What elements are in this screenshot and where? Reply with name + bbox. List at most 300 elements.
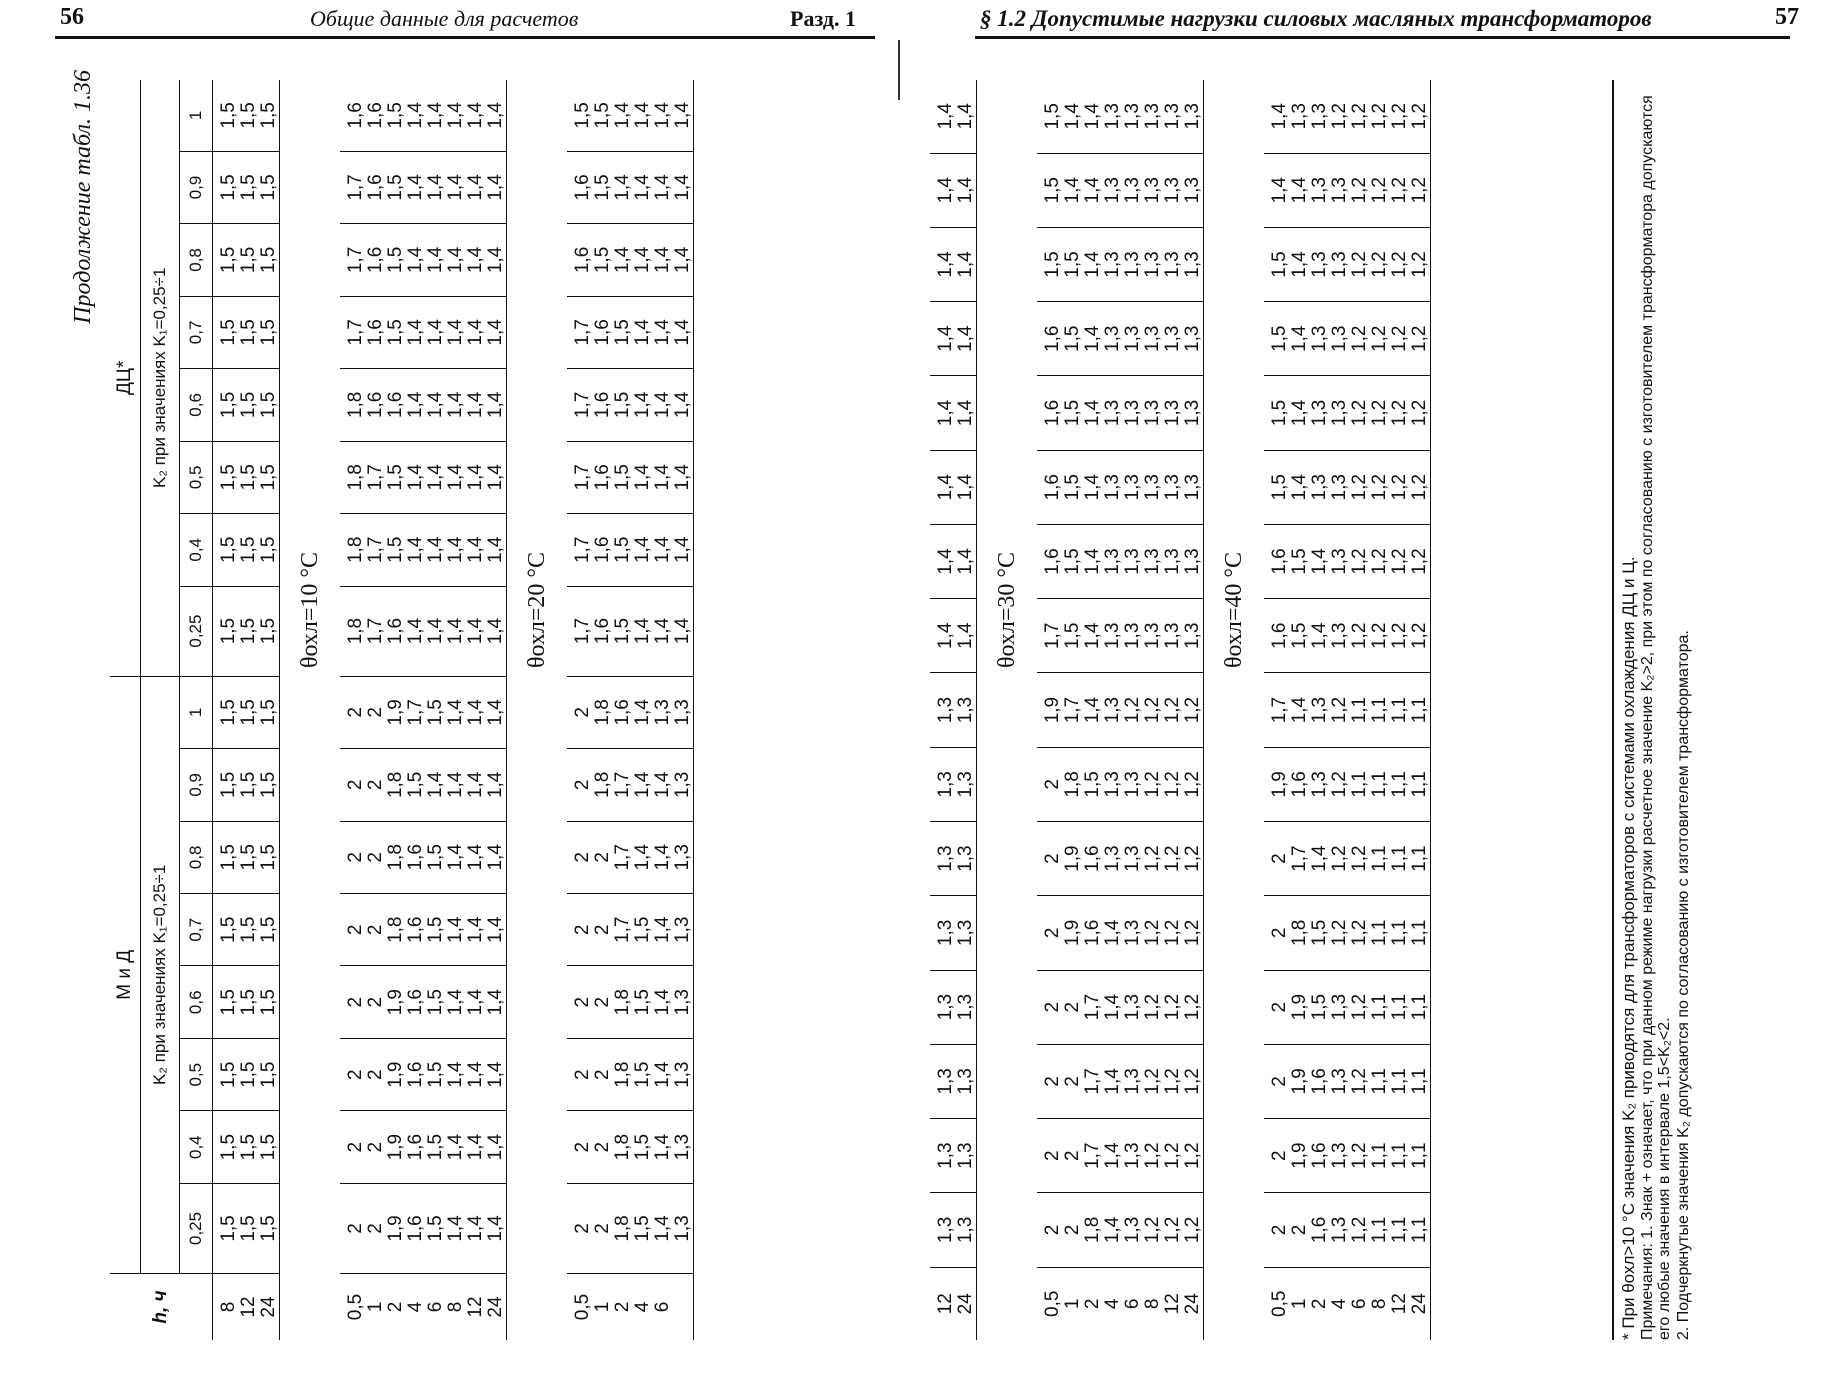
k2-cell: 1,4 (1102, 1142, 1123, 1169)
k2-cell: 1,2 (1349, 845, 1370, 872)
k2-cell: 1,3 (1122, 1068, 1143, 1095)
k2-cell: 2 (1042, 779, 1063, 790)
k2-cell: 1,3 (1309, 103, 1330, 130)
k2-cell: 1,2 (1389, 622, 1410, 650)
k2-cell: 1,4 (425, 319, 446, 346)
table-block (930, 80, 977, 1340)
k2-cell: 1,4 (445, 844, 466, 871)
k2-column (1037, 747, 1204, 821)
k2-cell: 1,2 (1162, 771, 1183, 798)
k2-cell: 1,4 (465, 844, 486, 871)
k2-cell: 1,2 (1182, 845, 1203, 872)
k2-cell: 2 (1042, 1001, 1063, 1013)
k2-cell: 1,5 (425, 844, 446, 871)
k2-cell: 1,4 (445, 771, 466, 799)
k2-cell: 1,6 (1042, 325, 1063, 352)
k2-cell: 1,5 (1062, 474, 1083, 501)
k2-column (1037, 1044, 1204, 1118)
k2-cell: 1,9 (385, 1133, 406, 1161)
h-cell: 2 (1309, 1298, 1330, 1310)
k2-cell: 1,4 (485, 174, 506, 201)
k2-cell: 1,6 (405, 989, 426, 1016)
k2-cell: 1,5 (258, 391, 279, 419)
k2-column (567, 1183, 694, 1273)
k2-cell: 1,4 (425, 391, 446, 419)
k2-cell: 1,5 (218, 916, 239, 943)
k2-cell: 2 (572, 1223, 593, 1234)
k2-cell: 1,3 (935, 845, 956, 872)
k2-cell: 1,2 (1349, 325, 1370, 352)
k2-cell: 1,9 (1062, 845, 1083, 872)
left-page-number: 56 (60, 4, 84, 30)
k2-cell: 1,4 (445, 102, 466, 129)
k2-cell: 1,3 (672, 1215, 693, 1242)
k2-cell: 1,3 (935, 993, 956, 1021)
k2-cell: 1,4 (485, 391, 506, 419)
k2-cell: 1,1 (1369, 993, 1390, 1021)
k2-cell: 1,9 (385, 989, 406, 1016)
k2-cell: 1,4 (1082, 325, 1103, 352)
k2-cell: 1,1 (1389, 1142, 1410, 1169)
k2-cell: 1,5 (1309, 919, 1330, 947)
k2-cell: 1,4 (672, 536, 693, 564)
k2-cell: 1,4 (425, 771, 446, 799)
k2-cell: 1,5 (218, 1215, 239, 1242)
k2-cell: 1,6 (365, 102, 386, 129)
k2-cell: 1,2 (1182, 1142, 1203, 1169)
h-values (340, 1274, 507, 1341)
k2-cell: 2 (1269, 853, 1290, 864)
k2-cell: 1,8 (345, 536, 366, 564)
k2-column (213, 369, 280, 441)
notes-rule (1612, 80, 1614, 1340)
k2-cell: 1,3 (935, 1216, 956, 1244)
k2-cell: 1,6 (405, 916, 426, 943)
k2-cell: 1,7 (345, 246, 366, 274)
k2-cell: 1,5 (632, 1215, 653, 1242)
k2-cell: 1,5 (592, 102, 613, 129)
k2-cell: 1,2 (1369, 399, 1390, 427)
k2-column (930, 1044, 977, 1118)
k2-cell: 1,4 (672, 617, 693, 645)
k2-cell: 1,5 (612, 464, 633, 491)
k2-cell: 1,5 (258, 102, 279, 129)
k2-cell: 1,2 (1409, 251, 1430, 278)
k2-cell: 1,4 (485, 464, 506, 491)
k2-cell: 1,3 (955, 919, 976, 947)
table-block (340, 80, 507, 1340)
k2-cell: 2 (572, 996, 593, 1008)
k2-cell: 1,5 (218, 246, 239, 274)
k2-cell: 1,5 (425, 699, 446, 726)
k2-column (1037, 153, 1204, 227)
col-h-label: h, ч (110, 1274, 213, 1341)
h-cell: 1 (365, 1301, 386, 1313)
k2-cell: 1,3 (1289, 103, 1310, 130)
k2-cell: 1,2 (1329, 845, 1350, 872)
k2-cell: 1,2 (1182, 1068, 1203, 1095)
k2-cell: 2 (345, 996, 366, 1008)
k2-column (1264, 450, 1431, 524)
temp-label-40: θохл=40 °С (1221, 552, 1247, 669)
k2-cell: 1,3 (1309, 325, 1330, 352)
k2-cell: 1,4 (955, 177, 976, 204)
k2-column (340, 296, 507, 368)
k2-column (930, 376, 977, 450)
k2-cell: 1,3 (1122, 399, 1143, 427)
k2-cell: 1,1 (1389, 1216, 1410, 1244)
k2-cell: 1,6 (1042, 399, 1063, 427)
k2-cell: 1,4 (652, 771, 673, 799)
k2-cell: 1,7 (1042, 622, 1063, 650)
left-page-rotated (70, 70, 880, 1340)
k2-label-dc: K₂ при значениях K₁=0,25÷1 (141, 80, 180, 676)
k2-cell: 1,5 (238, 916, 259, 943)
k2-cell: 1,1 (1369, 1216, 1390, 1244)
k2-cell: 1,3 (1309, 771, 1330, 798)
k2-cell: 1,4 (632, 102, 653, 129)
k2-cell: 1,3 (1309, 399, 1330, 427)
k2-cell: 1,2 (1162, 919, 1183, 947)
k2-cell: 1,3 (1329, 474, 1350, 501)
k2-cell: 1,5 (612, 319, 633, 346)
k2-cell: 1,4 (955, 622, 976, 650)
k2-cell: 1,5 (425, 1215, 446, 1242)
k2-cell: 1,2 (1349, 251, 1370, 278)
k2-column (340, 1038, 507, 1110)
k2-cell: 1,4 (1082, 177, 1103, 204)
k2-column (930, 80, 977, 153)
k2-cell: 1,4 (1062, 103, 1083, 130)
k2-cell: 1,3 (1162, 399, 1183, 427)
k2-cell: 1,2 (1142, 1216, 1163, 1244)
note-1: Примечания: 1. Знак + означает, что при данном режиме нагрузки расчетное значение K₂>2, при этом по согласованию с изготовителем трансформатора допускаются его любые значения в интервале 1,5<K₂<2. (1639, 95, 1673, 1340)
k2-cell: 1,4 (485, 1215, 506, 1242)
k2-cell: 1,3 (1122, 548, 1143, 575)
k2-cell: 1,3 (955, 696, 976, 724)
k2-cell: 1,3 (1142, 474, 1163, 501)
k2-cell: 2 (592, 924, 613, 936)
k2-cell: 1,3 (1329, 1068, 1350, 1095)
k2-cell: 1,7 (345, 174, 366, 201)
k2-column (213, 1183, 280, 1273)
k2-cell: 1,6 (1042, 548, 1063, 575)
k2-cell: 1,6 (592, 391, 613, 419)
k2-cell: 1,5 (425, 1061, 446, 1088)
k2-cell: 1,3 (1122, 1142, 1143, 1169)
k2-cell: 1,4 (1082, 696, 1103, 724)
k2-cell: 1,3 (1122, 325, 1143, 352)
k1-value-header: 0,8 (180, 224, 213, 296)
k2-cell: 1,3 (1329, 548, 1350, 575)
k2-cell: 1,4 (445, 1215, 466, 1242)
k2-cell: 1,5 (238, 989, 259, 1016)
k2-cell: 1,4 (955, 103, 976, 130)
k2-cell: 1,4 (935, 251, 956, 278)
k2-cell: 1,1 (1409, 696, 1430, 724)
k2-cell: 1,4 (425, 536, 446, 564)
k2-cell: 2 (572, 1141, 593, 1153)
k2-column (567, 369, 694, 441)
k2-cell: 1,3 (1329, 993, 1350, 1021)
k2-cell: 1,4 (1082, 548, 1103, 575)
k2-cell: 1,4 (672, 246, 693, 274)
k2-cell: 1,4 (465, 916, 486, 943)
k2-column (340, 894, 507, 966)
k1-value-header: 0,4 (180, 514, 213, 586)
k2-cell: 1,6 (1269, 622, 1290, 650)
k2-cell: 1,4 (632, 246, 653, 274)
k2-cell: 1,9 (1042, 696, 1063, 724)
k2-cell: 1,3 (1102, 622, 1123, 650)
k2-cell: 1,8 (345, 391, 366, 419)
h-cell: 24 (955, 1293, 976, 1315)
k2-cell: 1,5 (258, 844, 279, 871)
k2-cell: 2 (1269, 927, 1290, 939)
k2-column (1037, 302, 1204, 376)
k2-cell: 1,7 (572, 617, 593, 645)
k2-cell: 2 (592, 1141, 613, 1153)
k2-cell: 1,4 (955, 474, 976, 501)
k2-cell: 1,4 (405, 464, 426, 491)
k2-cell: 2 (345, 852, 366, 863)
k2-column (567, 151, 694, 223)
k2-column (930, 821, 977, 895)
k2-column (567, 821, 694, 893)
k2-cell: 1,2 (1409, 177, 1430, 204)
k2-cell: 1,2 (1409, 474, 1430, 501)
k2-cell: 1,2 (1182, 993, 1203, 1021)
k2-cell: 1,3 (1142, 399, 1163, 427)
k2-column (213, 151, 280, 223)
h-cell: 2 (1082, 1298, 1103, 1310)
k2-cell: 2 (365, 996, 386, 1008)
k2-cell: 2 (1269, 1001, 1290, 1013)
k2-cell: 1,2 (1162, 1142, 1183, 1169)
k2-cell: 1,5 (1062, 399, 1083, 427)
k2-cell: 1,2 (1349, 177, 1370, 204)
k1-value-header: 0,9 (180, 151, 213, 223)
k2-cell: 1,3 (1122, 993, 1143, 1021)
k2-column (1264, 302, 1431, 376)
k2-cell: 1,4 (445, 464, 466, 491)
k2-cell: 1,4 (612, 246, 633, 274)
k2-cell: 1,1 (1409, 919, 1430, 947)
k2-column (567, 894, 694, 966)
k2-cell: 2 (1269, 1150, 1290, 1161)
k2-column (1037, 376, 1204, 450)
k2-cell: 2 (345, 707, 366, 718)
k2-column (930, 153, 977, 227)
k2-cell: 1,4 (652, 464, 673, 491)
k2-cell: 1,6 (1082, 845, 1103, 872)
k2-column (567, 676, 694, 748)
k2-column (1037, 821, 1204, 895)
k2-cell: 2 (1042, 927, 1063, 939)
k2-cell: 1,4 (485, 916, 506, 943)
k2-cell: 1,4 (1102, 919, 1123, 947)
k2-cell: 1,8 (385, 844, 406, 871)
k2-column (1037, 524, 1204, 598)
k2-cell: 1,6 (592, 617, 613, 645)
k2-column (930, 599, 977, 673)
k2-cell: 1,3 (1162, 325, 1183, 352)
k2-cell: 1,3 (955, 771, 976, 798)
k2-cell: 1,1 (1409, 771, 1430, 798)
k2-cell: 2 (1042, 853, 1063, 864)
k2-cell: 2 (365, 779, 386, 791)
k2-cell: 1,1 (1389, 771, 1410, 798)
k2-cell: 2 (572, 707, 593, 718)
k2-cell: 1,4 (485, 319, 506, 346)
k2-cell: 1,4 (935, 325, 956, 352)
k2-cell: 1,4 (465, 1061, 486, 1088)
k2-cell: 1,4 (425, 617, 446, 645)
k2-cell: 1,5 (612, 391, 633, 419)
k2-cell: 1,4 (632, 391, 653, 419)
k2-cell: 1,4 (445, 246, 466, 274)
k2-cell: 1,3 (1182, 177, 1203, 204)
k2-cell: 1,4 (445, 617, 466, 645)
k2-cell: 1,5 (258, 1061, 279, 1088)
k2-cell: 1,5 (632, 1061, 653, 1088)
k2-cell: 1,4 (445, 536, 466, 564)
k2-cell: 1,3 (1102, 696, 1123, 724)
k2-cell: 1,1 (1369, 919, 1390, 947)
k2-column (213, 676, 280, 748)
h-cell: 4 (632, 1301, 653, 1313)
table-block (1264, 80, 1431, 1340)
k2-column (1037, 80, 1204, 153)
k2-cell: 1,3 (1102, 548, 1123, 575)
h-cell: 12 (465, 1296, 486, 1318)
k2-cell: 1,5 (258, 989, 279, 1016)
k2-cell: 1,5 (612, 617, 633, 645)
k2-cell: 1,5 (218, 989, 239, 1016)
right-page-number: 57 (1775, 4, 1799, 30)
k2-cell: 1,4 (485, 771, 506, 799)
k2-cell: 1,2 (1349, 622, 1370, 650)
k2-cell: 1,2 (1349, 103, 1370, 130)
k2-cell: 2 (572, 779, 593, 791)
k2-cell: 1,2 (1349, 993, 1370, 1021)
k1-value-header: 0,6 (180, 966, 213, 1038)
h-cell: 0,5 (1042, 1290, 1063, 1317)
k2-cell: 1,5 (238, 319, 259, 346)
k2-cell: 1,5 (218, 319, 239, 346)
k2-cell: 1,4 (1102, 1068, 1123, 1095)
k2-column (340, 514, 507, 586)
k2-cell: 1,4 (465, 246, 486, 274)
k2-cell: 1,3 (1162, 622, 1183, 650)
k2-column (567, 749, 694, 821)
k2-cell: 1,4 (1309, 622, 1330, 650)
k2-cell: 1,3 (1329, 399, 1350, 427)
k2-cell: 1,6 (405, 1215, 426, 1242)
k2-cell: 1,7 (572, 319, 593, 346)
k2-cell: 1,4 (652, 391, 673, 419)
k2-cell: 1,2 (1369, 177, 1390, 204)
k1-value-header: 0,6 (180, 369, 213, 441)
k2-cell: 1,3 (1142, 548, 1163, 575)
k2-cell: 1,4 (935, 399, 956, 427)
table-block (567, 80, 694, 1340)
k2-cell: 1,2 (1142, 1142, 1163, 1169)
k2-cell: 1,2 (1162, 696, 1183, 724)
k2-cell: 1,5 (238, 102, 259, 129)
table-block (1037, 80, 1204, 1340)
k2-cell: 1,4 (652, 1061, 673, 1088)
h-cell: 8 (1369, 1298, 1390, 1310)
k2-cell: 1,5 (258, 771, 279, 799)
k2-cell: 1,8 (385, 916, 406, 943)
k2-cell: 1,5 (238, 699, 259, 726)
k2-column (930, 450, 977, 524)
k2-cell: 1,4 (632, 699, 653, 726)
k2-cell: 1,4 (1102, 993, 1123, 1021)
k2-cell: 1,8 (612, 1061, 633, 1088)
k2-column (1264, 1119, 1431, 1193)
k2-cell: 2 (345, 1141, 366, 1153)
k2-cell: 1,4 (652, 844, 673, 871)
k2-cell: 1,8 (592, 699, 613, 726)
k2-cell: 1,5 (238, 1061, 259, 1088)
k2-cell: 1,4 (465, 771, 486, 799)
k2-cell: 1,5 (385, 174, 406, 201)
k2-cell: 1,3 (1122, 251, 1143, 278)
k2-cell: 1,2 (1142, 993, 1163, 1021)
k2-column (340, 224, 507, 296)
k2-cell: 1,2 (1369, 251, 1390, 278)
k2-cell: 2 (1269, 1076, 1290, 1087)
k2-cell: 1,5 (632, 989, 653, 1016)
k2-cell: 1,3 (1142, 325, 1163, 352)
h-cell: 12 (935, 1293, 956, 1315)
k2-cell: 1,3 (1122, 1216, 1143, 1244)
k2-cell: 1,4 (672, 319, 693, 346)
k2-cell: 1,3 (1142, 251, 1163, 278)
temp-label-10: θохл=10 °С (297, 552, 323, 669)
k2-cell: 1,1 (1369, 696, 1390, 724)
k2-cell: 1,5 (238, 536, 259, 564)
k2-cell: 1,2 (1389, 399, 1410, 427)
k2-column (567, 441, 694, 513)
k2-cell: 1,2 (1369, 325, 1390, 352)
k2-cell: 1,2 (1349, 919, 1370, 947)
k2-cell: 1,2 (1162, 1068, 1183, 1095)
k2-cell: 1,2 (1409, 548, 1430, 575)
k2-cell: 1,2 (1349, 474, 1370, 501)
k2-cell: 1,6 (1309, 1216, 1330, 1244)
k2-cell: 1,5 (425, 989, 446, 1016)
k2-cell: 1,5 (385, 102, 406, 129)
k2-cell: 1,4 (405, 391, 426, 419)
k2-cell: 1,8 (345, 617, 366, 645)
k2-cell: 1,4 (485, 844, 506, 871)
k2-cell: 1,5 (258, 617, 279, 645)
k2-cell: 1,5 (218, 536, 239, 564)
k2-cell: 1,3 (1142, 177, 1163, 204)
left-header-rule (55, 36, 875, 39)
k2-cell: 1,3 (672, 844, 693, 871)
k2-cell: 1,7 (365, 536, 386, 564)
k2-cell: 1,3 (1329, 1216, 1350, 1244)
h-cell: 12 (238, 1296, 259, 1318)
k2-cell: 1,4 (445, 174, 466, 201)
k2-cell: 1,2 (1142, 1068, 1163, 1095)
k2-cell: 1,5 (218, 174, 239, 201)
k2-cell: 1,3 (955, 1068, 976, 1095)
